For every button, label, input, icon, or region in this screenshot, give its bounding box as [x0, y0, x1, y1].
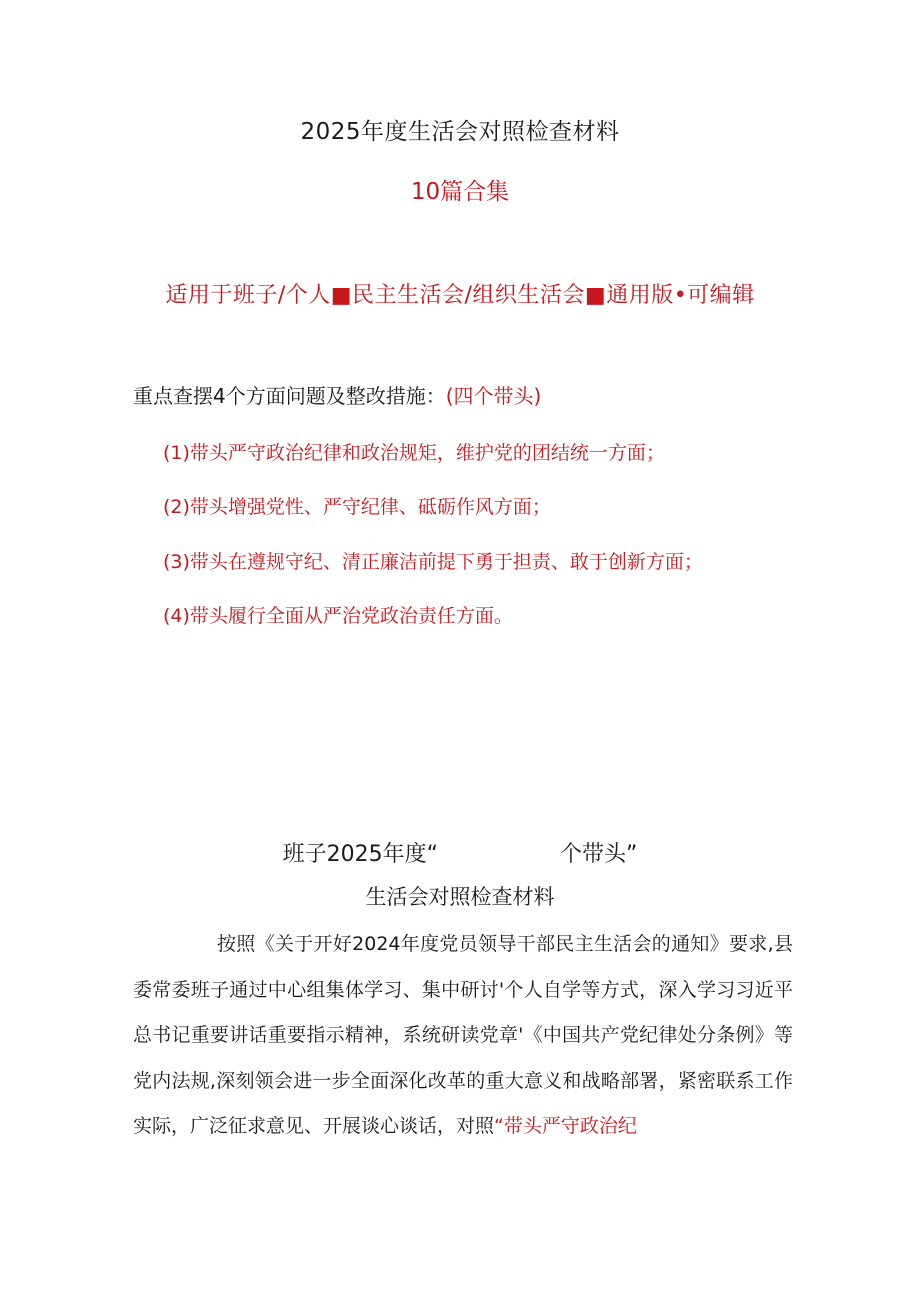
focus-item-3: (3)带头在遵规守纪、清正廉洁前提下勇于担责、敢于创新方面；: [163, 551, 703, 573]
focus-item-4: (4)带头履行全面从严治党政治责任方面。: [163, 605, 513, 627]
focus-item-1: (1)带头严守政治纪律和政治规矩，维护党的团结统一方面；: [163, 442, 665, 464]
document-title: 2025年度生活会对照检查材料: [300, 119, 620, 145]
section-title-line2: 生活会对照检查材料: [365, 885, 555, 909]
body-paragraph: [133, 922, 793, 1150]
scope-line: 适用于班子/个人■民主生活会/组织生活会■通用版•可编辑: [165, 283, 755, 308]
focus-heading: [133, 380, 541, 409]
section-title-part2: 个带头”: [559, 842, 638, 867]
focus-heading-text: 重点查摆4个方面问题及整改措施：: [133, 384, 446, 408]
section-title-part1: 班子2025年度“: [282, 842, 438, 867]
section-title-line1: [0, 837, 920, 868]
focus-item-2: (2)带头增强党性、严守纪律、砥砺作风方面；: [163, 496, 551, 518]
body-paragraph-text: 按照《关于开好2024年度党员领导干部民主生活会的通知》要求,县委常委班子通过中心组集体学习、集中研讨'个人自学等方式，深入学习习近平总书记重要讲话重要指示精神，系统研读党章'《中国共产党纪律处分条例》等党内法规,深刻领会进一步全面深化改革的重大意义和战略部署，紧密联系工作实际，广泛征求意见、开展谈心谈话，对照: [133, 933, 793, 1137]
focus-heading-tag: (四个带头): [445, 384, 542, 408]
body-paragraph-highlight: “带头严守政治纪: [494, 1115, 637, 1137]
document-subtitle: 10篇合集: [410, 179, 510, 205]
